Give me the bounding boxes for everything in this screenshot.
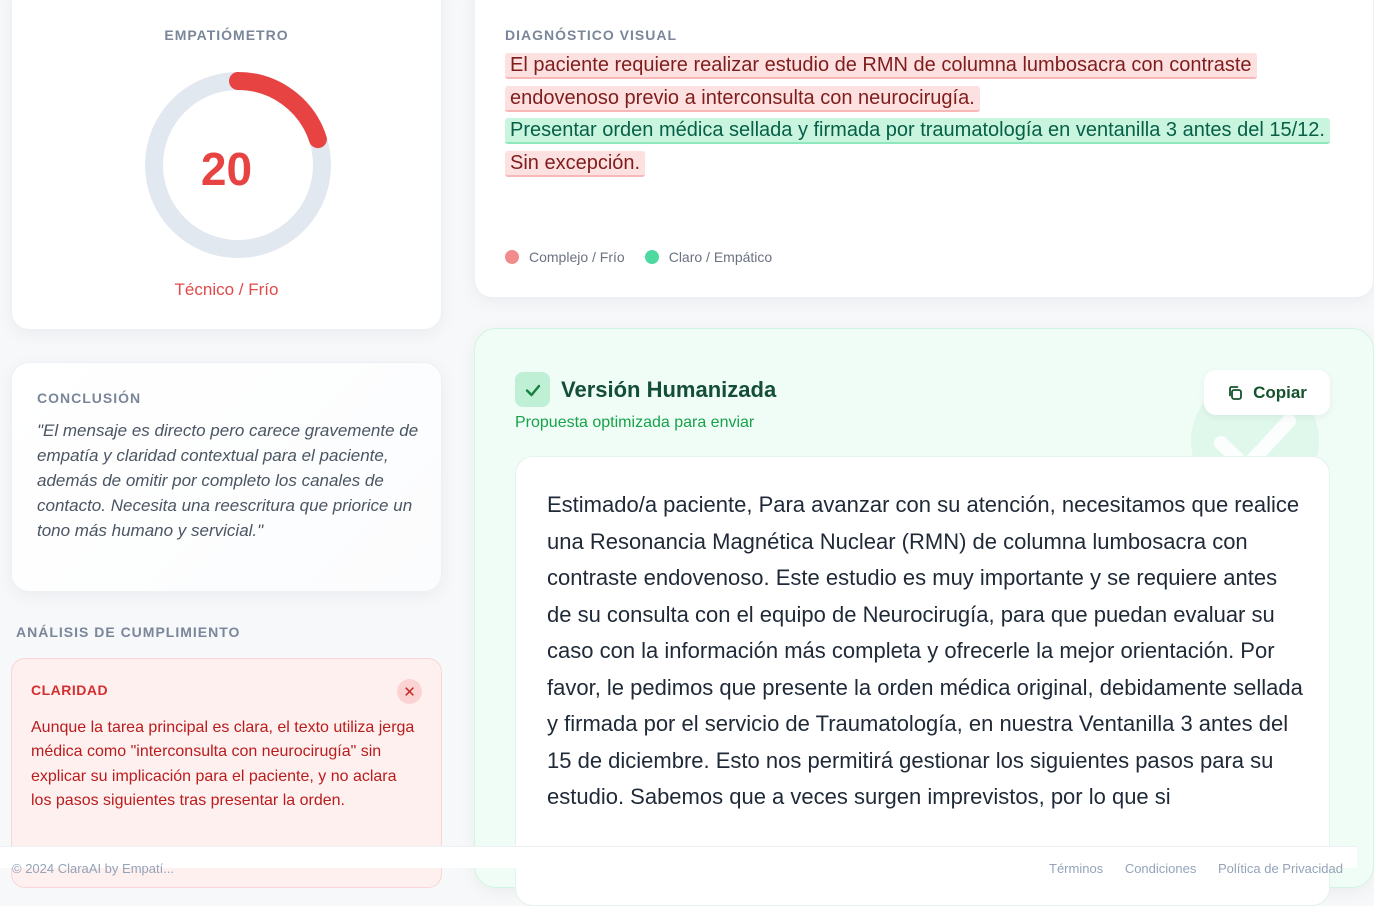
footer-link-conditions[interactable]: Condiciones [1124, 861, 1197, 876]
humanized-subtitle: Propuesta optimizada para enviar [515, 414, 755, 431]
copy-icon [1227, 385, 1243, 401]
copy-button-label: Copiar [1253, 382, 1307, 402]
check-icon [515, 372, 550, 407]
compliance-title: ANÁLISIS DE CUMPLIMIENTO [16, 624, 241, 640]
diagnosis-text [505, 49, 1335, 179]
legend-item-clear [645, 249, 772, 265]
diagnosis-segment-clear: Presentar orden médica sellada y firmada por traumatología en ventanilla 3 antes del 15/12. [505, 118, 1330, 144]
empathy-meter-label: Técnico / Frío [174, 280, 279, 299]
diagnosis-title: DIAGNÓSTICO VISUAL [505, 27, 678, 43]
humanized-message-box [515, 456, 1330, 906]
humanized-message-text: Estimado/a paciente, Para avanzar con su atención, necesitamos que realice una Resonancia Magnética Nuclear (RMN) de columna lumbosacra con contraste endovenoso. Este estudio es muy importante y se requiere antes de su consulta con el equipo de Neurocirugía, para que puedan evaluar su caso con la información más completa y ofrecerle la mejor orientación. Por favor, le pedimos que presente la orden médica original, debidamente sellada y firmada por el servicio de Traumatología, en nuestra Ventanilla 3 antes del 15 de diciembre. Esto nos permitirá gestionar los siguientes pasos para su estudio. Sabemos que a veces surgen imprevistos, por lo que si [547, 492, 1303, 809]
clarity-text: Aunque la tarea principal es clara, el texto utiliza jerga médica como "interconsulta con neurocirugía" sin explicar su implicación para el paciente, y no aclara los pasos siguientes tras presentar la orden. [31, 719, 415, 809]
red-dot-icon [505, 250, 519, 264]
humanized-title: Versión Humanizada [561, 377, 777, 402]
conclusion-card [11, 362, 442, 592]
diagnosis-segment-complex: El paciente requiere realizar estudio de RMN de columna lumbosacra con contraste endovenoso previo a interconsulta con neurocirugía. [505, 53, 1257, 112]
legend-item-complex [505, 249, 625, 265]
copy-button[interactable] [1204, 370, 1330, 415]
clarity-title: CLARIDAD [31, 682, 109, 698]
visual-diagnosis-card [474, 0, 1374, 298]
green-dot-icon [645, 250, 659, 264]
footer [0, 846, 1357, 876]
footer-link-privacy[interactable]: Política de Privacidad [1217, 861, 1343, 876]
legend-label-clear: Claro / Empático [668, 249, 773, 265]
legend-label-complex: Complejo / Frío [529, 249, 625, 265]
footer-link-terms[interactable]: Términos [1049, 861, 1104, 876]
conclusion-text: "El mensaje es directo pero carece gravemente de empatía y claridad contextual para el paciente, además de omitir por completo los canales de contacto. Necesita una reescritura que priorice un tono más humano y servicial." [37, 421, 419, 540]
humanized-version-card [474, 328, 1374, 888]
footer-copyright: © 2024 ClaraAI by Empatí... [12, 861, 175, 876]
empathy-meter-card [11, 0, 442, 330]
empathy-score: 20 [200, 143, 253, 195]
footer-links [1031, 861, 1343, 876]
diagnosis-legend [505, 249, 792, 265]
empathy-meter-title: EMPATIÓMETRO [164, 27, 289, 43]
conclusion-title: CONCLUSIÓN [37, 390, 142, 406]
diagnosis-segment-complex: Sin excepción. [505, 151, 645, 177]
x-icon[interactable]: ✕ [397, 679, 422, 704]
